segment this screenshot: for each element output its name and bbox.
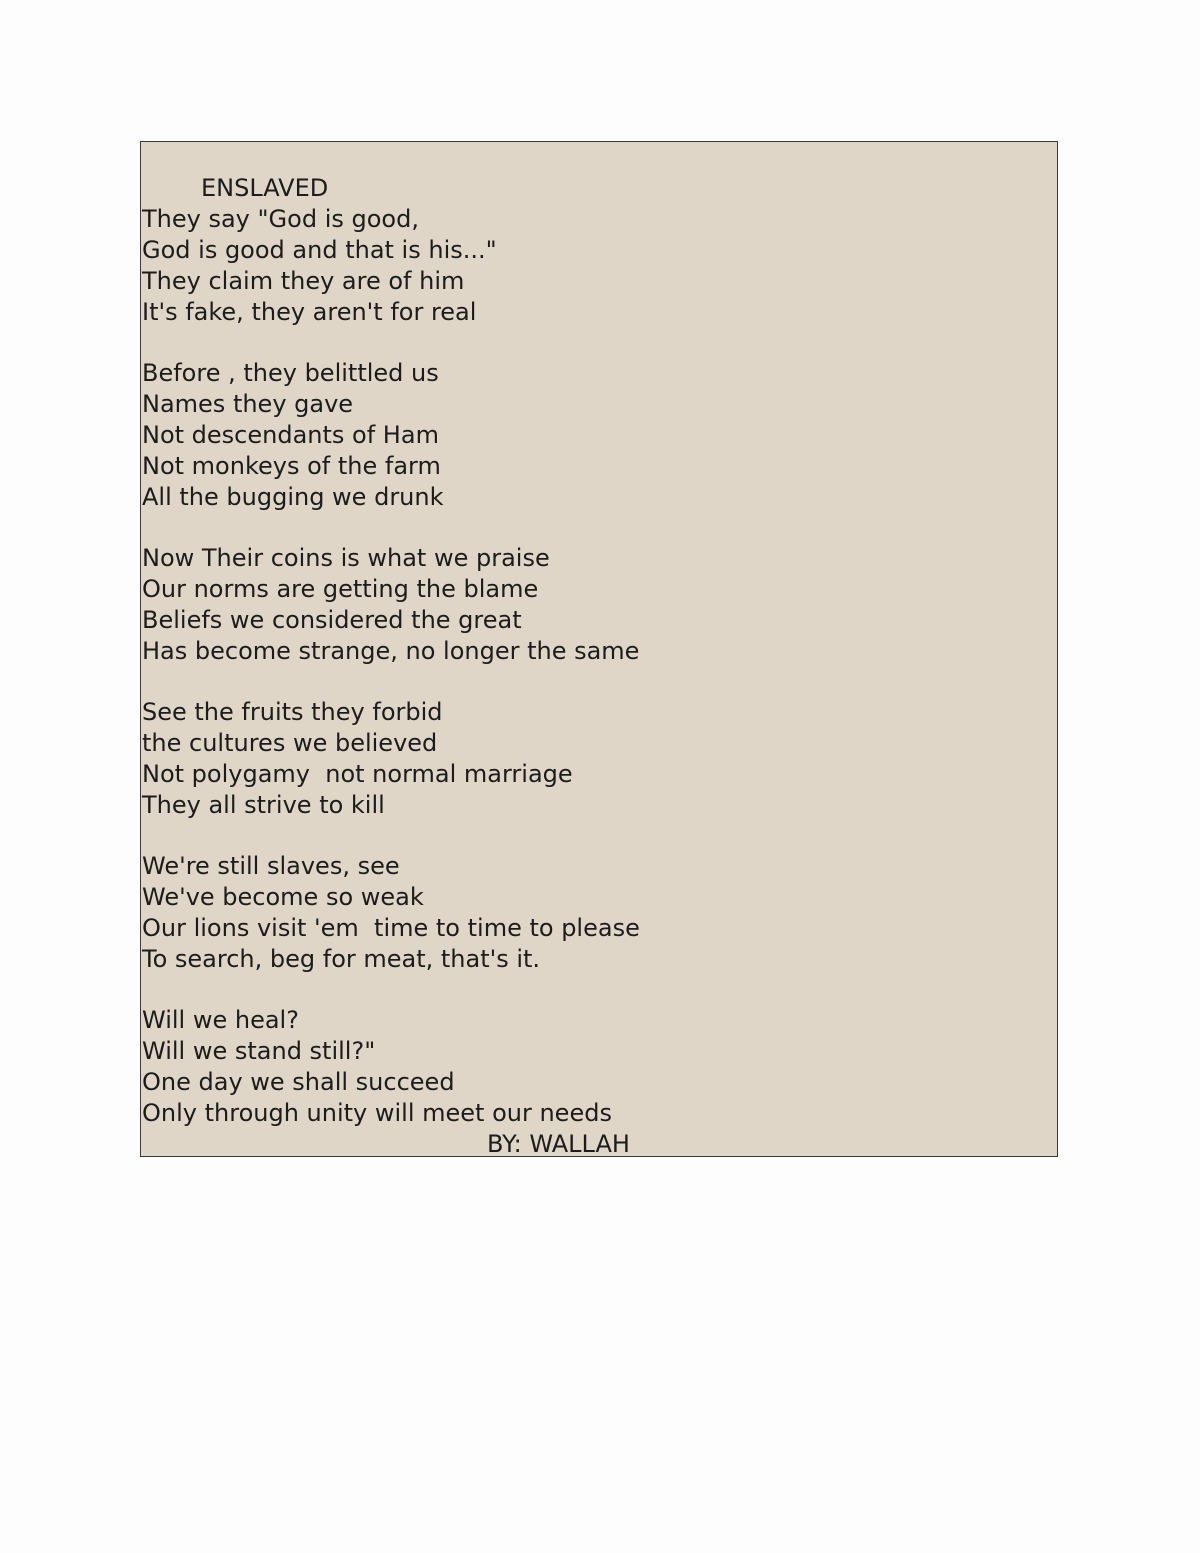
poem-box (140, 141, 1058, 1157)
stanza-1 (141, 204, 1057, 328)
poem-line: They claim they are of him (142, 267, 465, 295)
poem-line: Will we stand still?" (142, 1037, 376, 1065)
stanza-4 (141, 697, 1057, 821)
poem-line: Beliefs we considered the great (142, 606, 522, 634)
stanza-3 (141, 543, 1057, 667)
poem-line: Now Their coins is what we praise (142, 544, 550, 572)
stanza-2 (141, 358, 1057, 513)
poem-line: We've become so weak (142, 883, 424, 911)
poem-line: Will we heal? (142, 1006, 299, 1034)
stanza-5 (141, 851, 1057, 975)
poem-line: One day we shall succeed (142, 1068, 455, 1096)
poem-line: Has become strange, no longer the same (142, 637, 640, 665)
poem-title: ENSLAVED (201, 174, 329, 202)
poem-line: Our norms are getting the blame (142, 575, 539, 603)
poem-byline: BY: WALLAH (487, 1130, 630, 1158)
stanza-6 (141, 1005, 1057, 1129)
poem-line: See the fruits they forbid (142, 698, 443, 726)
poem-line: Our lions visit 'em time to time to please (142, 914, 640, 942)
poem-line: Before , they belittled us (142, 359, 439, 387)
poem-line: God is good and that is his..." (142, 236, 497, 264)
poem-line: They all strive to kill (142, 791, 385, 819)
poem-line: We're still slaves, see (142, 852, 400, 880)
poem-line: Not polygamy not normal marriage (142, 760, 573, 788)
poem-line: They say "God is good, (142, 205, 419, 233)
poem-line: To search, beg for meat, that's it. (142, 945, 541, 973)
poem-line: Not descendants of Ham (142, 421, 439, 449)
poem-line: Not monkeys of the farm (142, 452, 441, 480)
poem-line: the cultures we believed (142, 729, 438, 757)
poem-line: It's fake, they aren't for real (142, 298, 477, 326)
poem-line: Only through unity will meet our needs (142, 1099, 612, 1127)
poem-line: All the bugging we drunk (142, 483, 444, 511)
poem-line: Names they gave (142, 390, 354, 418)
